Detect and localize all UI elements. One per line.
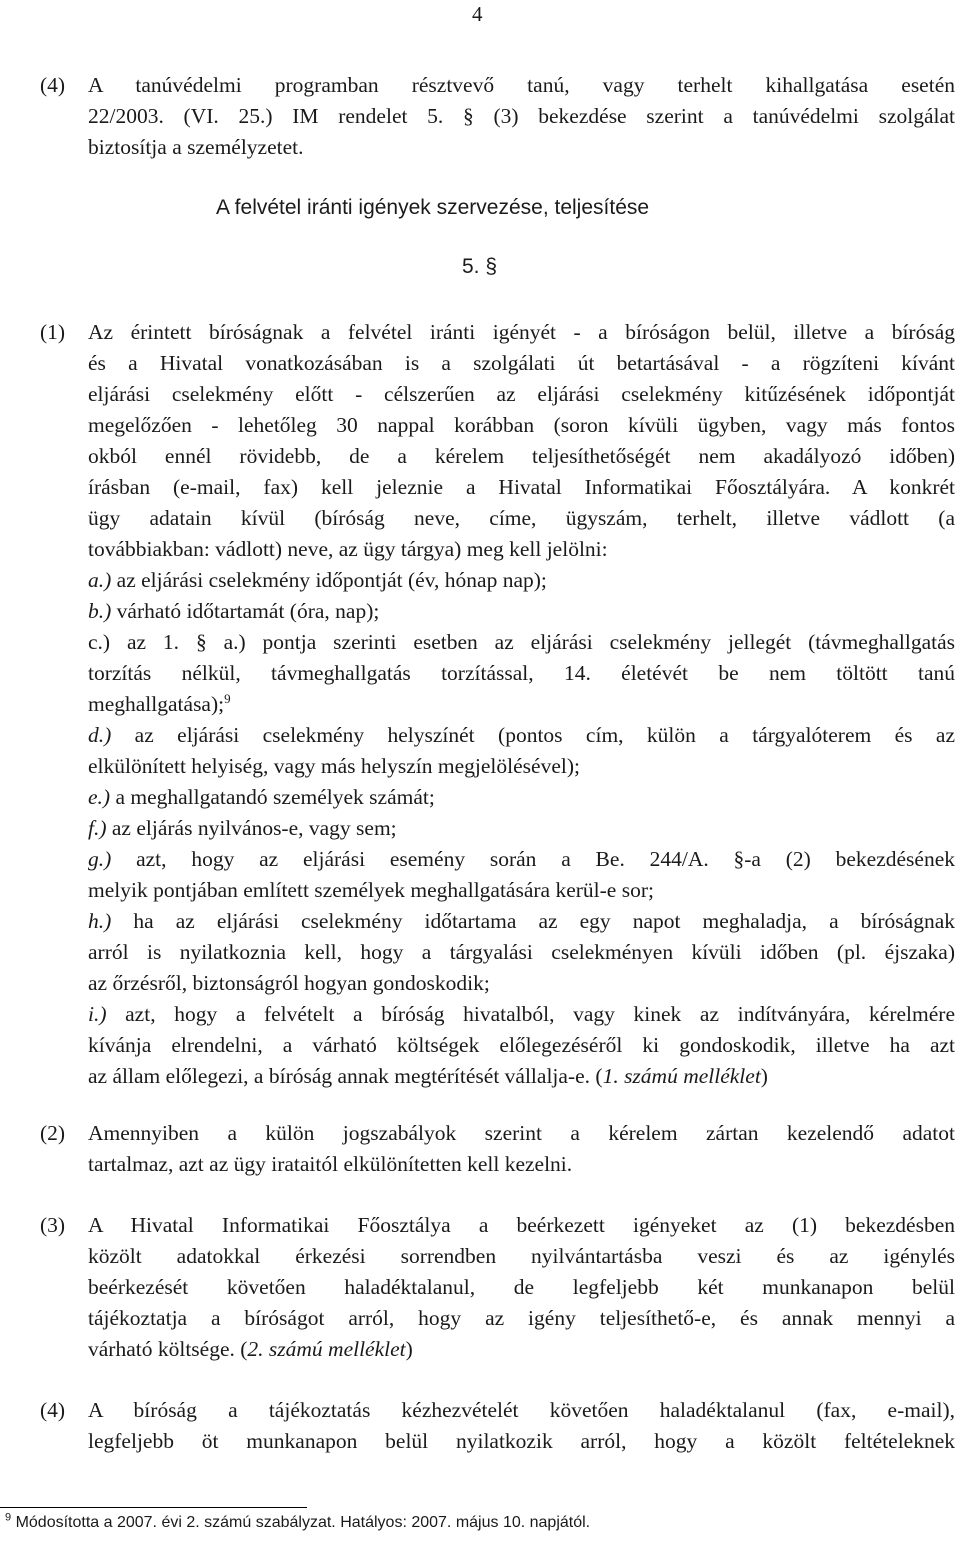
paragraph-line: (4) A bíróság a tájékoztatás kézhezvételét követően haladéktalanul (fax, e-mail), <box>40 1398 955 1422</box>
paragraph-line: biztosítja a személyzetet. <box>88 135 304 159</box>
paragraph-line: beérkezését követően haladéktalanul, de legfeljebb két munkanapon belül <box>88 1275 955 1299</box>
list-item-e: e.) a meghallgatandó személyek számát; <box>88 785 435 809</box>
paragraph-line: tájékoztatja a bíróságot arról, hogy az igény teljesíthető-e, és annak mennyi a <box>88 1306 955 1330</box>
paragraph-4-top <box>40 70 955 163</box>
paragraph-line: továbbiakban: vádlott) neve, az ügy tárgya) meg kell jelölni: <box>88 537 608 561</box>
list-item-h-cont: az őrzésről, biztonságról hogyan gondoskodik; <box>88 971 490 995</box>
paragraph-3 <box>40 1210 955 1365</box>
paragraph-line: (1) Az érintett bíróságnak a felvétel iránti igényét - a bíróságon belül, illetve a bíróság <box>40 320 955 344</box>
paragraph-line: tartalmaz, azt az ügy irataitól elkülönítetten kell kezelni. <box>88 1152 573 1176</box>
list-item-i: i.) azt, hogy a felvételt a bíróság hivatalból, vagy kinek az indítványára, kérelmére <box>88 1002 955 1026</box>
paragraph-line: (3) A Hivatal Informatikai Főosztálya a beérkezett igényeket az (1) bekezdésben <box>40 1213 955 1237</box>
footnote: $^9$ Módosította a 2007. évi 2. számú szabályzat. Hatályos: 2007. május 10. napjától. <box>5 1511 591 1531</box>
list-item-g: g.) azt, hogy az eljárási esemény során a Be. 244/A. §-a (2) bekezdésének <box>88 847 955 871</box>
annex-1-link[interactable]: 1. számú melléklet <box>602 1064 761 1088</box>
paragraph-line: 22/2003. (VI. 25.) IM rendelet 5. § (3) bekezdése szerint a tanúvédelmi szolgálat <box>88 104 955 128</box>
paragraph-line: legfeljebb öt munkanapon belül nyilatkozik arról, hogy a közölt feltételeknek <box>88 1429 955 1453</box>
annex-2-link[interactable]: 2. számú melléklet <box>247 1337 406 1361</box>
list-item-c-cont: meghallgatása);$^9$ <box>88 690 231 716</box>
list-item-g-cont: melyik pontjában említett személyek meghallgatására kerül-e sor; <box>88 878 654 902</box>
document-page: 4 (4) A tanúvédelmi programban résztvevő tanú, vagy terhelt kihallgatása esetén 22/2003. (VI. 25.) IM rendelet 5. § (3) bekezdése szerint a tanúvédelmi szolgálat biztosítja a személyzetet. A felvétel iránti igények szervezése, teljesítése 5. § (1) Az érintett bíróságnak a felvétel iránti igényét - a bíróságon belül, illetve a bíróság és a Hivatal vonatkozásában is a szolgálati út betartásával - a rögzíteni kívánt eljárási cselekmény előtt - célszerűen az eljárási cselekmény kitűzésének időpontját megelőzően - lehetőleg 30 nappal korábban (soron kívüli ügyben, vagy más fontos okból ennél rövidebb, de a kérelem teljesíthetőségét nem akadályozó időben) írásban (e-mail, fax) kell jeleznie a Hivatal Informatikai Főosztályára. A konkrét ügy adatain kívül (bíróság neve, címe, ügyszám, terhelt, illetve vádlott (a továbbiakban: vádlott) neve, az ügy tárgya) meg kell jelölni: a.) az eljárási cselekmény időpontját (év, hónap nap); b.) várható időtartamát (óra, nap); c.) az 1. § a.) pontja szerinti esetben az eljárási cselekmény jellegét (távmeghallgatás torzítás nélkül, távmeghallgatás torzítással, 14. életévét be nem töltött tanú meghallgatása);$^9$ d.) az eljárási cselekmény helyszínét (pontos cím, külön a tárgyalóterem és az elkülönített helyiség, vagy más helyszín megjelölésével); e.) a meghallgatandó személyek számát; f.) az eljárás nyilvános-e, vagy sem; g.) azt, hogy az eljárási esemény során a Be. 244/A. §-a (2) bekezdésének melyik pontjában említett személyek meghallgatására kerül-e sor; h.) ha az eljárási cselekmény időtartama az egy napot meghaladja, a bíróságnak arról is nyilatkoznia kell, hogy a tárgyalási cselekményen kívüli időben (pl. éjszaka) az őrzésről, biztonságról hogyan gondoskodik; i.) azt, hogy a felvételt a bíróság hivatalból, vagy kinek az indítványára, kérelmére kívánja elrendelni, a várható költségek előlegezéséről ki gondoskodik, illetve ha azt az állam előlegezi, a bíróság annak megtérítését vállalja-e. (1. számú melléklet) (2) Amennyiben a külön jogszabályok szerint a kérelem zártan kezelendő adatot tartalmaz, azt az ügy irataitól elkülönítetten kell kezelni. (3) A Hivatal Informatikai Főosztálya a beérkezett igényeket az (1) bekezdésben közölt adatokkal érkezési sorrendben nyilvántartásba veszi és az igénylés beérkezését követően haladéktalanul, de legfeljebb két munkanapon belül tájékoztatja a bíróságot arról, hogy az igény teljesíthető-e, és annak mennyi a várható költsége. (2. számú melléklet) (4) A bíróság a tájékoztatás kézhezvételét követően haladéktalanul (fax, e-mail), legfeljebb öt munkanapon belül nyilatkozik arról, hogy a közölt feltételeknek $^9$ Módosította a 2007. évi 2. számú szabályzat. Hatályos: 2007. május 10. napjától. <box>0 0 960 1545</box>
paragraph-line: (4) A tanúvédelmi programban résztvevő tanú, vagy terhelt kihallgatása esetén <box>40 73 955 97</box>
paragraph-line: közölt adatokkal érkezési sorrendben nyilvántartásba veszi és az igénylés <box>88 1244 955 1268</box>
footnote-divider <box>0 1507 307 1508</box>
paragraph-line: eljárási cselekmény előtt - célszerűen az eljárási cselekmény kitűzésének időpontját <box>88 382 955 406</box>
list-item-f: f.) az eljárás nyilvános-e, vagy sem; <box>88 816 397 840</box>
paragraph-4 <box>40 1395 955 1457</box>
list-item-i-cont: az állam előlegezi, a bíróság annak megtérítését vállalja-e. (1. számú melléklet) <box>88 1064 768 1088</box>
list-item-c: c.) az 1. § a.) pontja szerinti esetben az eljárási cselekmény jellegét (távmeghallgatás <box>88 630 955 654</box>
paragraph-line: írásban (e-mail, fax) kell jeleznie a Hivatal Informatikai Főosztályára. A konkrét <box>88 475 955 499</box>
paragraph-line: megelőzően - lehetőleg 30 nappal korábban (soron kívüli ügyben, vagy más fontos <box>88 413 955 437</box>
list-item-i-cont: kívánja elrendelni, a várható költségek előlegezéséről ki gondoskodik, illetve ha azt <box>88 1033 955 1057</box>
footnote-reference[interactable]: 9 <box>224 690 231 706</box>
paragraph-line: várható költsége. (2. számú melléklet) <box>88 1337 413 1361</box>
paragraph-line: okból ennél rövidebb, de a kérelem teljesíthetőségét nem akadályozó időben) <box>88 444 955 468</box>
paragraph-line: és a Hivatal vonatkozásában is a szolgálati út betartásával - a rögzíteni kívánt <box>88 351 955 375</box>
paragraph-line: (2) Amennyiben a külön jogszabályok szerint a kérelem zártan kezelendő adatot <box>40 1121 955 1145</box>
paragraph-line: ügy adatain kívül (bíróság neve, címe, ügyszám, terhelt, illetve vádlott (a <box>88 506 955 530</box>
list-item-d: d.) az eljárási cselekmény helyszínét (pontos cím, külön a tárgyalóterem és az <box>88 723 955 747</box>
list-item-h: h.) ha az eljárási cselekmény időtartama az egy napot meghaladja, a bíróságnak <box>88 909 955 933</box>
paragraph-2 <box>40 1118 955 1180</box>
list-item-d-cont: elkülönített helyiség, vagy más helyszín megjelölésével); <box>88 754 580 778</box>
list-item-h-cont: arról is nyilatkoznia kell, hogy a tárgyalási cselekményen kívüli időben (pl. éjszaka) <box>88 940 955 964</box>
list-item-c-cont: torzítás nélkül, távmeghallgatás torzítással, 14. életévét be nem töltött tanú <box>88 661 955 685</box>
paragraph-1 <box>40 317 955 1092</box>
list-item-a: a.) az eljárási cselekmény időpontját (év, hónap nap); <box>88 568 547 592</box>
list-item-b: b.) várható időtartamát (óra, nap); <box>88 599 380 623</box>
